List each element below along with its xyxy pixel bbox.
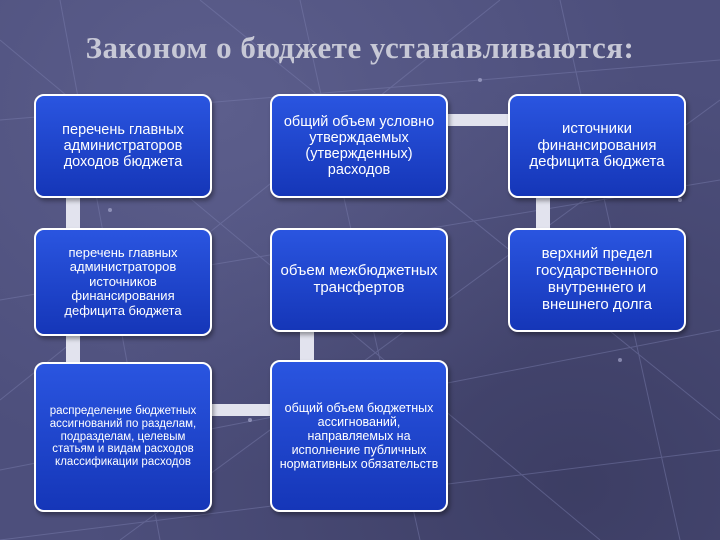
connector-b1-b4: [66, 196, 80, 230]
connector-b5-b8: [300, 330, 314, 362]
page-title: Законом о бюджете устанавливаются:: [85, 30, 635, 65]
box-deficit-financing-administrators: перечень главных администраторов источников финансирования дефицита бюджета: [34, 228, 212, 336]
connector-b3-b6: [536, 196, 550, 230]
box-deficit-financing-sources: источники финансирования дефицита бюджета: [508, 94, 686, 198]
connector-b4-b7: [66, 334, 80, 364]
connector-b7-b8: [212, 404, 274, 416]
box-interbudget-transfers: объем межбюджетных трансфертов: [270, 228, 448, 332]
box-budget-allocations-distribution: распределение бюджетных ассигнований по разделам, подразделам, целевым статьям и видам расходов классификации расходов: [34, 362, 212, 512]
box-public-normative-obligations: общий объем бюджетных ассигнований, направляемых на исполнение публичных нормативных обязательств: [270, 360, 448, 512]
box-revenue-administrators: перечень главных администраторов доходов бюджета: [34, 94, 212, 198]
box-state-debt-limit: верхний предел государственного внутреннего и внешнего долга: [508, 228, 686, 332]
box-conditionally-approved-expenditures: общий объем условно утверждаемых (утвержденных) расходов: [270, 94, 448, 198]
connector-b2-b3: [446, 114, 512, 126]
